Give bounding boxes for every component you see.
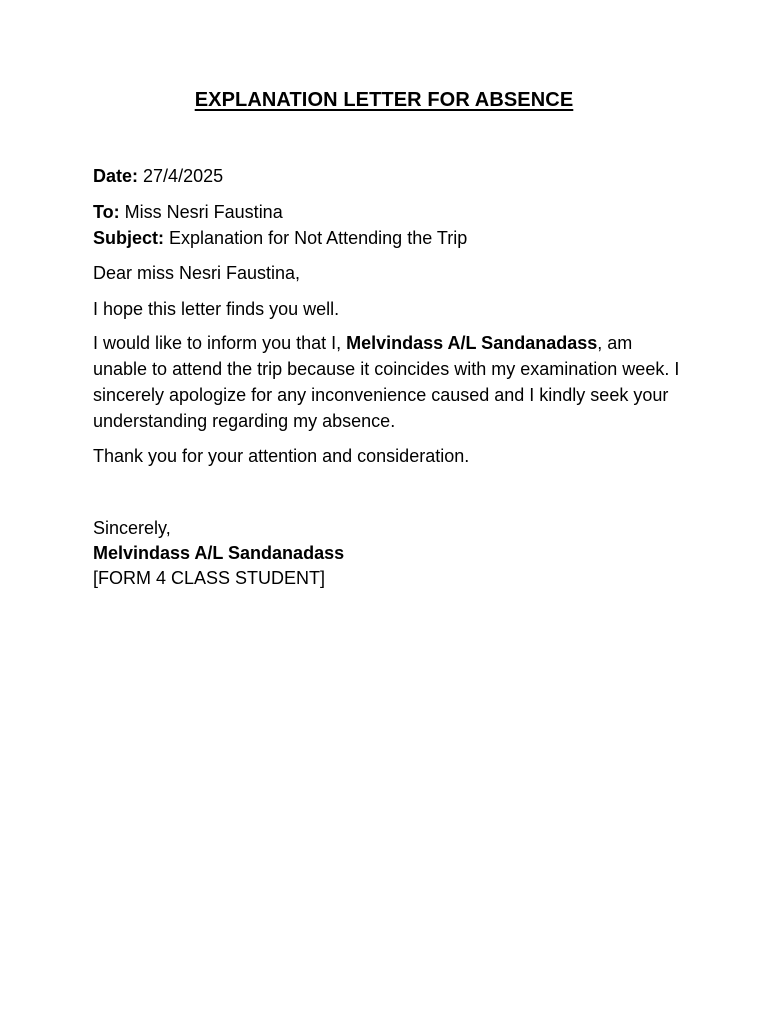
- date-value: 27/4/2025: [143, 166, 224, 186]
- body-student-name: Melvindass A/L Sandanadass: [346, 333, 598, 353]
- thanks-line: Thank you for your attention and consideration.: [93, 446, 470, 466]
- date-label: Date:: [93, 166, 139, 186]
- recipient-line: [93, 199, 283, 225]
- signature-name: Melvindass A/L Sandanadass: [93, 543, 345, 563]
- body-suffix: , am unable to attend the trip because it coincides with my examination week. I sincerely apologize for any inconvenience caused and I kindly seek your understanding regarding my absence.: [93, 333, 680, 431]
- signature-role: [FORM 4 CLASS STUDENT]: [93, 568, 326, 588]
- body-prefix: I would like to inform you that I,: [93, 333, 342, 353]
- subject-label: Subject:: [93, 228, 165, 248]
- subject-line: [93, 225, 467, 251]
- salutation: Dear miss Nesri Faustina,: [93, 263, 301, 283]
- to-label: To:: [93, 202, 120, 222]
- closing: Sincerely,: [93, 518, 171, 538]
- body-paragraph: [93, 330, 683, 434]
- date-line: [93, 163, 223, 189]
- subject-value: Explanation for Not Attending the Trip: [169, 228, 468, 248]
- to-value: Miss Nesri Faustina: [124, 202, 283, 222]
- opening-line: I hope this letter finds you well.: [93, 299, 340, 319]
- letter-title: EXPLANATION LETTER FOR ABSENCE: [194, 89, 574, 111]
